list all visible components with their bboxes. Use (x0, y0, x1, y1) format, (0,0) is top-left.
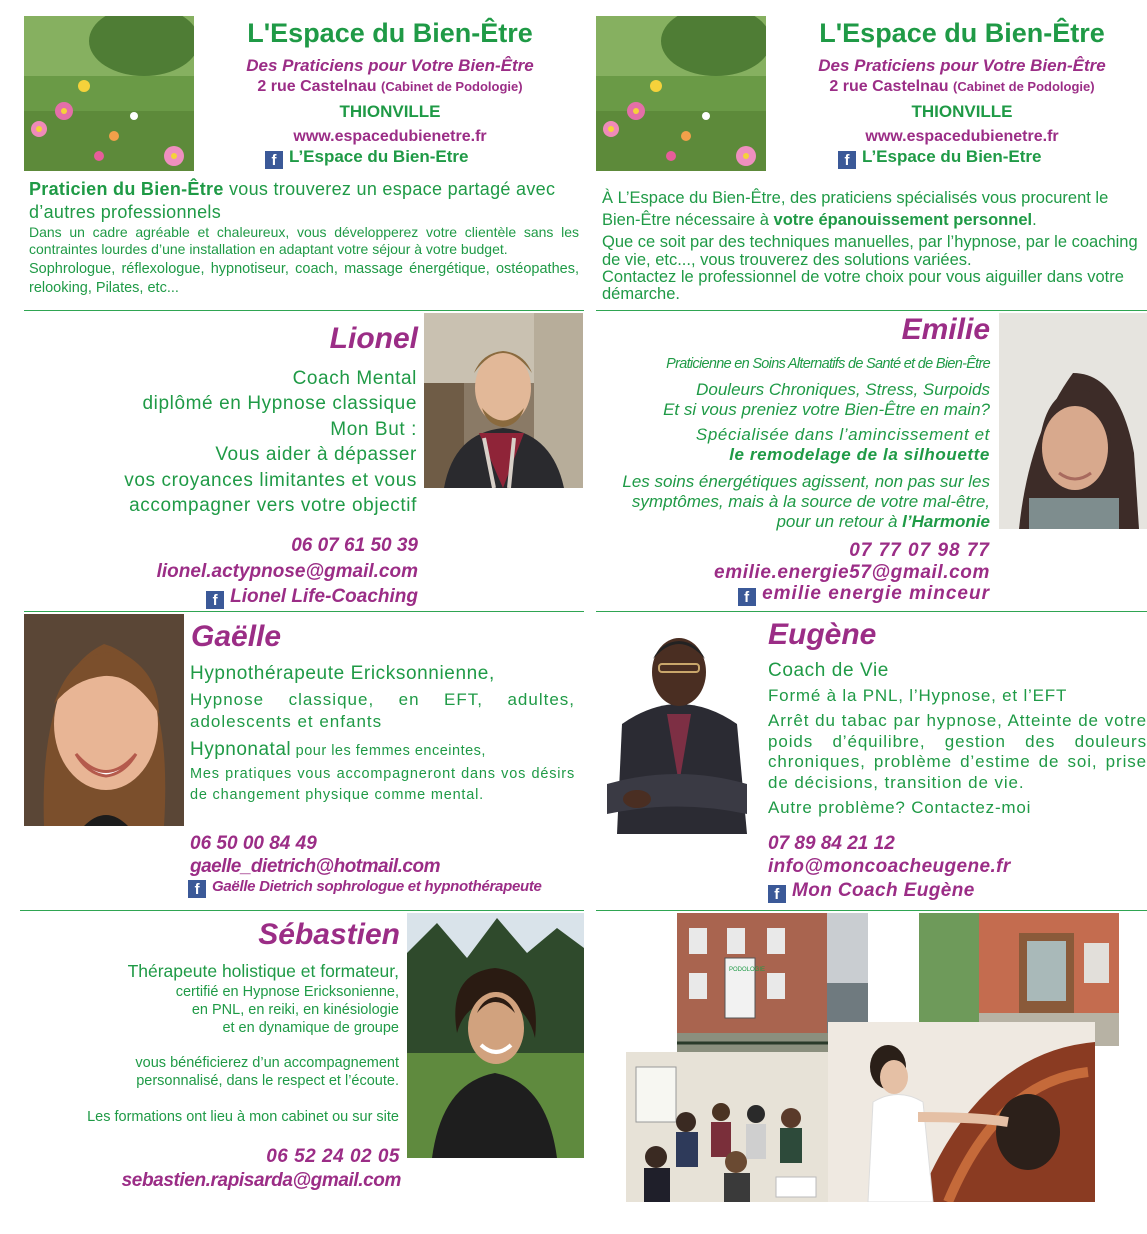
facebook-icon: f (768, 885, 786, 903)
sebastien-email[interactable]: sebastien.rapisarda@gmail.com (121, 1170, 401, 1191)
lionel-name: Lionel (329, 322, 418, 355)
divider (596, 910, 1147, 911)
lionel-line: accompagner vers votre objectif (129, 495, 417, 517)
header-title-right: L'Espace du Bien-Être (819, 18, 1105, 48)
emilie-line-2: Et si vous preniez votre Bien-Être en main? (663, 400, 990, 419)
intro-right-p2: Que ce soit par des techniques manuelles, par l’hypnose, par le coaching de vie, etc..., vous trouverez des solutions variées. (602, 233, 1138, 269)
header-facebook-right[interactable]: f L’Espace du Bien-Etre (838, 147, 1042, 169)
divider (20, 910, 584, 911)
lionel-phone[interactable]: 06 07 61 50 39 (291, 535, 418, 556)
divider (24, 310, 584, 311)
gaelle-line-2: Hypnose classique, en EFT, adultes, adolescents et enfants (190, 690, 575, 731)
sebastien-line-5: vous bénéficierez d’un accompagnement (135, 1055, 399, 1071)
lionel-line: diplômé en Hypnose classique (142, 393, 417, 415)
flower-photo-right (596, 16, 766, 171)
intro-right-p3: Contactez le professionnel de votre choix pour vous aiguiller dans votre démarche. (602, 268, 1124, 303)
intro-right-p1: À L’Espace du Bien-Être, des praticiens spécialisés vous procurent le Bien-Être nécessaire à votre épanouissement personnel. (602, 189, 1109, 229)
sebastien-photo (407, 913, 584, 1158)
lionel-line: Coach Mental (292, 368, 417, 389)
emilie-line-4: le remodelage de la silhouette (729, 445, 990, 464)
header-city-left: THIONVILLE (339, 102, 441, 121)
eugene-line-3: Arrêt du tabac par hypnose, Atteinte de votre poids d’équilibre, gestion des douleurs chroniques, problème d’estime de soi, prise de décisions, transition de vie. (768, 711, 1147, 792)
sebastien-phone[interactable]: 06 52 24 02 05 (266, 1146, 400, 1167)
intro-left-lead: Praticien du Bien-Être vous trouverez un espace partagé avec d’autres professionnels (29, 179, 556, 222)
divider (596, 611, 1147, 612)
sebastien-name: Sébastien (258, 918, 400, 951)
gaelle-line-4: Mes pratiques vous accompagneront dans vos désirs de changement physique comme mental. (190, 766, 575, 803)
facebook-icon: f (265, 151, 283, 169)
gaelle-facebook[interactable]: f Gaëlle Dietrich sophrologue et hypnothérapeute (188, 878, 542, 898)
sebastien-line-3: en PNL, en reiki, en kinésiologie (191, 1002, 399, 1018)
header-city-right: THIONVILLE (911, 102, 1013, 121)
emilie-facebook[interactable]: f emilie energie minceur (600, 583, 990, 606)
gaelle-email[interactable]: gaelle_dietrich@hotmail.com (190, 856, 440, 877)
lionel-line: Mon But : (330, 418, 417, 440)
header-facebook-left[interactable]: f L’Espace du Bien-Etre (265, 147, 469, 169)
header-subtitle-right: Des Praticiens pour Votre Bien-Être (818, 56, 1106, 75)
gaelle-phone[interactable]: 06 50 00 84 49 (190, 833, 317, 854)
eugene-line-1: Coach de Vie (768, 660, 889, 681)
gaelle-photo (24, 614, 184, 826)
header-website-right[interactable]: www.espacedubienetre.fr (865, 128, 1059, 145)
eugene-name: Eugène (768, 618, 877, 651)
sebastien-line-7: Les formations ont lieu à mon cabinet ou sur site (87, 1109, 399, 1125)
lionel-facebook[interactable]: f Lionel Life-Coaching (100, 586, 418, 609)
divider (596, 310, 1147, 311)
sebastien-line-1: Thérapeute holistique et formateur, (127, 961, 399, 981)
sebastien-line-6: personnalisé, dans le respect et l’écoute. (136, 1073, 399, 1089)
podologie-sign: PODOLOGIE (729, 967, 766, 973)
emilie-name: Emilie (901, 313, 990, 346)
lionel-line: vos croyances limitantes et vous (124, 469, 417, 491)
emilie-line-5: Les soins énergétiques agissent, non pas sur les symptômes, mais à la source de votre mal-être, pour un retour à l’Harmonie (622, 472, 990, 531)
group-training-photo (626, 1052, 828, 1202)
eugene-email[interactable]: info@moncoacheugene.fr (768, 856, 1011, 877)
eugene-photo (597, 614, 761, 834)
flower-photo-left (24, 16, 194, 171)
lionel-line: Vous aider à dépasser (215, 444, 417, 466)
emilie-photo (999, 313, 1147, 529)
intro-left-body: Dans un cadre agréable et chaleureux, vous développerez votre clientèle sans les contraintes lourdes d’une installation en adaptant votre séjour à votre budget. (29, 224, 579, 257)
header-address-left: 2 rue Castelnau (Cabinet de Podologie) (257, 78, 523, 95)
eugene-facebook[interactable]: f Mon Coach Eugène (768, 880, 975, 903)
lionel-description (40, 366, 417, 518)
eugene-phone[interactable]: 07 89 84 21 12 (768, 833, 895, 854)
intro-left-list: Sophrologue, réflexologue, hypnotiseur, coach, massage énergétique, ostéopathes, relooking, Pilates, etc... (29, 261, 579, 296)
header-website-left[interactable]: www.espacedubienetre.fr (293, 128, 487, 145)
eugene-line-2: Formé à la PNL, l’Hypnose, et l’EFT (768, 686, 1068, 705)
emilie-phone[interactable]: 07 77 07 98 77 (849, 540, 990, 561)
facebook-icon: f (838, 151, 856, 169)
gaelle-name: Gaëlle (191, 620, 282, 653)
lionel-email[interactable]: lionel.actypnose@gmail.com (156, 561, 418, 582)
header-title-left: L'Espace du Bien-Être (247, 18, 533, 48)
sebastien-line-4: et en dynamique de groupe (222, 1020, 399, 1036)
gaelle-line-1: Hypnothérapeute Ericksonnienne, (190, 663, 495, 684)
header-subtitle-left: Des Praticiens pour Votre Bien-Être (246, 56, 534, 75)
gaelle-line-3: Hypnonatal pour les femmes enceintes, (190, 739, 486, 760)
therapy-session-photo (828, 1022, 1095, 1202)
emilie-role: Praticienne en Soins Alternatifs de Santé et de Bien-Être (666, 356, 990, 372)
facebook-icon: f (738, 588, 756, 606)
emilie-email[interactable]: emilie.energie57@gmail.com (714, 562, 990, 583)
eugene-line-4: Autre problème? Contactez-moi (768, 798, 1032, 817)
facebook-icon: f (188, 880, 206, 898)
emilie-line-1: Douleurs Chroniques, Stress, Surpoids (696, 380, 990, 399)
emilie-line-3: Spécialisée dans l’amincissement et (695, 425, 990, 444)
sebastien-line-2: certifié en Hypnose Ericksonienne, (175, 984, 399, 1000)
header-address-right: 2 rue Castelnau (Cabinet de Podologie) (829, 78, 1095, 95)
divider (24, 611, 584, 612)
facebook-icon: f (206, 591, 224, 609)
lionel-photo (424, 313, 583, 488)
